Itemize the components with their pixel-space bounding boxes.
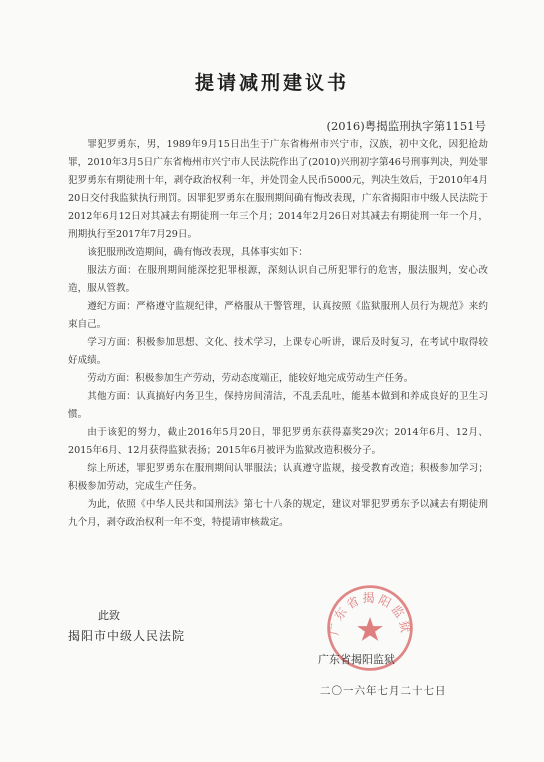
- paragraph-obedience: 服法方面：在服刑期间能深挖犯罪根源，深刻认识自己所犯罪行的危害，服法服判，安心改造，服从管教。: [68, 265, 488, 294]
- closing-block: [68, 606, 185, 646]
- paragraph-other: 其他方面：认真搞好内务卫生，保持房间清洁，不乱丢乱吐，能基本做到和养成良好的卫生习惯。: [68, 391, 488, 420]
- seal-text: 广东省揭阳监狱: [327, 591, 413, 637]
- paragraph-summary: 综上所述，罪犯罗勇东在服刑期间认罪服法；认真遵守监规，接受教育改造；积极参加学习；积极参加劳动，完成生产任务。: [68, 463, 488, 492]
- paragraph-background: 罪犯罗勇东，男，1989年9月15日出生于广东省梅州市兴宁市，汉族，初中文化，因犯抢劫罪，2010年3月5日广东省梅州市兴宁市人民法院作出了(2010)兴刑初字第46号刑事判决，判处罪犯罗勇东有期徒刑十年，剥夺政治权利一年，并处罚金人民币5000元，判决生效后，于2010年4月20日交付我监狱执行刑罚。因罪犯罗勇东在服刑期间确有悔改表现，广东省揭阳市中级人民法院于2012年6月12日对其减去有期徒刑一年三个月；2014年2月26日对其减去有期徒刑一年一个月，刑期执行至2017年7月29日。: [68, 139, 488, 240]
- paragraph-study: 学习方面：积极参加思想、文化、技术学习，上课专心听讲，课后及时复习，在考试中取得较好成绩。: [68, 337, 488, 366]
- paragraph-recommendation: 为此，依照《中华人民共和国刑法》第七十八条的规定，建议对罪犯罗勇东予以减去有期徒刑九个月，剥夺政治权利一年不变，特提请审核裁定。: [68, 499, 488, 528]
- document-body: [68, 136, 488, 532]
- paragraph-discipline: 遵纪方面：严格遵守监规纪律，严格服从干警管理，认真按照《监狱服刑人员行为规范》来约束自己。: [68, 301, 488, 330]
- paragraph-labor: 劳动方面：积极参加生产劳动，劳动态度端正，能较好地完成劳动生产任务。: [87, 373, 414, 384]
- document-number: (2016)粤揭监刑执字第1151号: [326, 119, 486, 133]
- paragraph-awards: 由于该犯的努力，截止2016年5月20日，罪犯罗勇东获得嘉奖29次；2014年6月、12月、2015年6月、12月获得监狱表扬；2015年6月被评为监狱改造积极分子。: [68, 427, 488, 456]
- salutation: 此致: [98, 609, 120, 622]
- paragraph-intro: 该犯服刑改造期间，确有悔改表现，具体事实如下：: [87, 247, 308, 258]
- signature: 广东省揭阳监狱: [318, 653, 395, 666]
- document-title: 提请减刑建议书: [194, 72, 349, 94]
- document-date: 二〇一六年七月二十七日: [320, 685, 447, 697]
- recipient: 揭阳市中级人民法院: [68, 629, 186, 643]
